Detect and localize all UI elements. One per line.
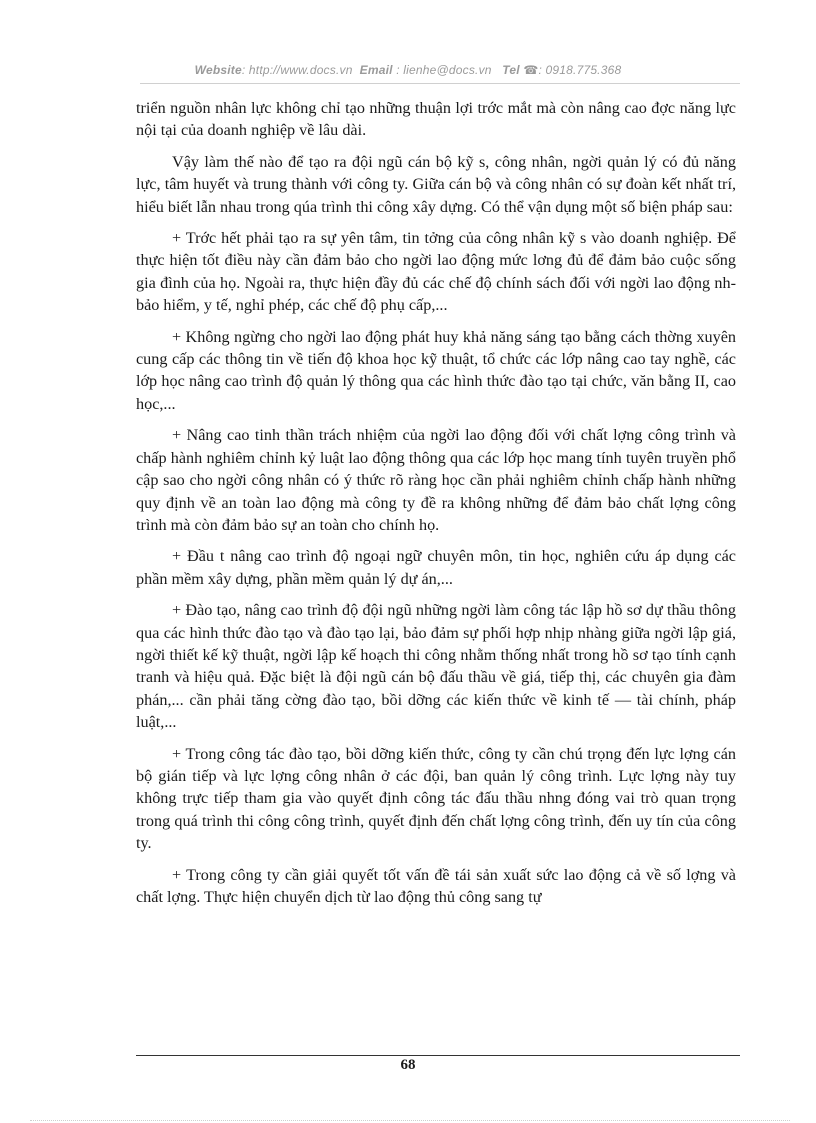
phone-icon: ☎ (523, 63, 539, 77)
paragraph: + Không ngừng cho ngời lao động phát huy khả năng sáng tạo bằng cách thờng xuyên cung cấp các thông tin về tiến độ khoa học kỹ thuật, tổ chức các lớp nâng cao tay nghề, các lớp học nâng cao trình độ quản lý thông qua các hình thức đào tạo tại chức, văn bằng II, cao học,... (136, 327, 736, 413)
paragraph: + Đào tạo, nâng cao trình độ đội ngũ những ngời làm công tác lập hồ sơ dự thầu thông qua các hình thức đào tạo và đào tạo lại, bảo đảm sự phối hợp nhịp nhàng giữa ngời lập giá, ngời thiết kế kỹ thuật, ngời lập kế hoạch thi công nhằm thống nhất trong hồ sơ tạo tính cạnh tranh và hiệu quả. Đặc biệt là đội ngũ cán bộ đấu thầu về giá, tiếp thị, các chuyên gia đàm phán,... cần phải tăng cờng đào tạo, bồi dỡng các kiến thức về kinh tế — tài chính, pháp luật,... (136, 601, 736, 732)
email-label: Email (359, 63, 393, 77)
page-number: 68 (400, 1057, 416, 1073)
bottom-dotted-border (30, 1120, 790, 1121)
header-divider (140, 83, 740, 84)
paragraph: + Đầu t nâng cao trình độ ngoại ngữ chuyên môn, tin học, nghiên cứu áp dụng các phần mềm xây dựng, phần mềm quản lý dự án,... (136, 547, 736, 588)
paragraph: + Nâng cao tinh thần trách nhiệm của ngời lao động đối với chất lợng công trình và chấp hành nghiêm chỉnh kỷ luật lao động thông qua các lớp học mang tính tuyên truyền phổ cập sao cho ngời công nhân có ý thức rõ ràng học cần phải nghiêm chỉnh chấp hành những quy định về an toàn lao động mà công ty đề ra không những để đảm bảo chất lợng công trình mà còn đảm bảo sự an toàn cho chính họ. (136, 426, 736, 534)
tel-label: Tel (502, 63, 520, 77)
page-header (0, 63, 816, 77)
paragraph: + Trong công tác đào tạo, bồi dỡng kiến thức, công ty cần chú trọng đến lực lợng cán bộ gián tiếp và lực lợng công nhân ở các đội, ban quản lý công trình. Lực lợng này tuy không trực tiếp tham gia vào quyết định công tác đấu thầu nhng đóng vai trò quan trọng trong quá trình thi công công trình, quyết định đến chất lợng công trình, đến uy tín của công ty. (136, 744, 736, 853)
website-label: Website (194, 63, 242, 77)
email-value: : lienhe@docs.vn (396, 63, 492, 77)
paragraph: triển nguồn nhân lực không chỉ tạo những thuận lợi trớc mắt mà còn nâng cao đợc năng lực nội tại của doanh nghiệp về lâu dài. (136, 99, 736, 140)
website-value: : http://www.docs.vn (241, 63, 353, 77)
document-body (136, 97, 736, 917)
paragraph: + Trong công ty cần giải quyết tốt vấn đề tái sản xuất sức lao động cả về số lợng và chất lợng. Thực hiện chuyển dịch từ lao động thủ công sang tự (136, 865, 736, 906)
paragraph: + Trớc hết phải tạo ra sự yên tâm, tin tởng của công nhân kỹ s vào doanh nghiệp. Để thực hiện tốt điều này cần đảm bảo cho ngời lao động mức lơng đủ để đảm bảo cuộc sống gia đình của họ. Ngoài ra, thực hiện đầy đủ các chế độ chính sách đối với ngời lao động nh bảo hiểm, y tế, nghỉ phép, các chế độ phụ cấp,... (136, 229, 736, 315)
paragraph: Vậy làm thế nào để tạo ra đội ngũ cán bộ kỹ s, công nhân, ngời quản lý có đủ năng lực, tâm huyết và trung thành với công ty. Giữa cán bộ và công nhân có sự đoàn kết nhất trí, hiểu biết lẫn nhau trong qúa trình thi công xây dựng. Có thể vận dụng một số biện pháp sau: (136, 152, 736, 216)
footer-divider (136, 1055, 740, 1056)
tel-value: : 0918.775.368 (538, 63, 622, 77)
